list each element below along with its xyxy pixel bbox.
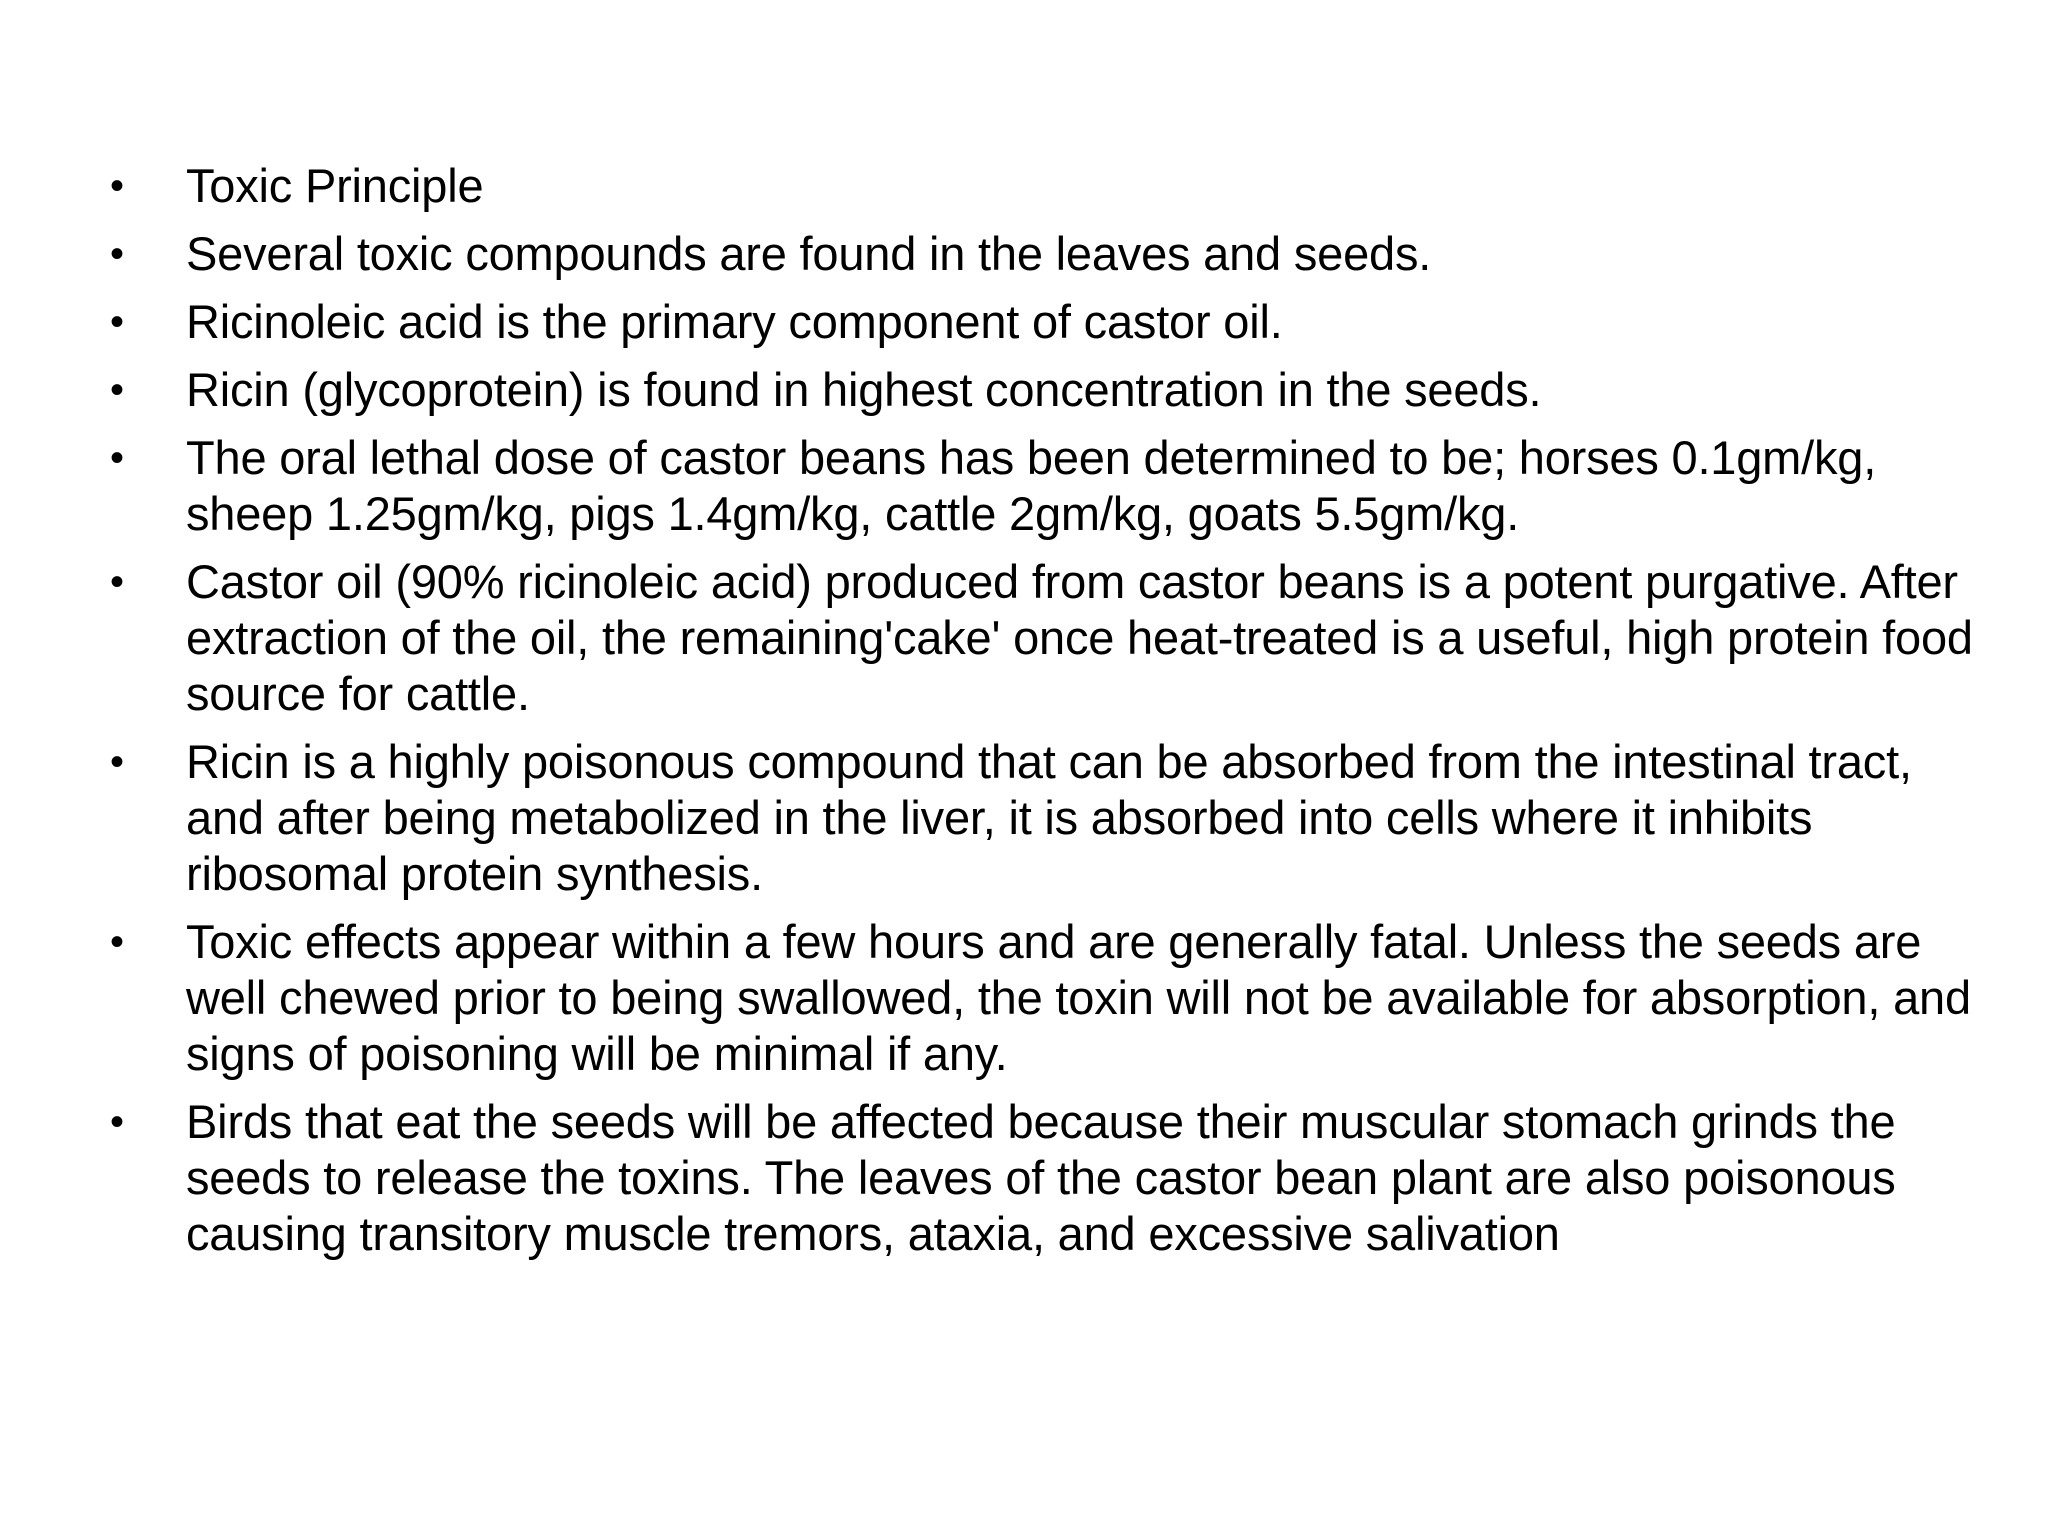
- bullet-item-ricin: [108, 362, 1988, 418]
- bullet-text: Ricin (glycoprotein) is found in highest concentration in the seeds.: [186, 363, 1542, 416]
- bullet-point-icon: •: [110, 368, 124, 412]
- bullet-item-ricin-absorption: [108, 734, 1988, 902]
- bullet-point-icon: •: [110, 436, 124, 480]
- bullet-point-icon: •: [110, 740, 124, 784]
- bullet-text: The oral lethal dose of castor beans has been determined to be; horses 0.1gm/kg, sheep 1.25gm/kg, pigs 1.4gm/kg, cattle 2gm/kg, goats 5.5gm/kg.: [186, 431, 1877, 540]
- bullet-point-icon: •: [110, 920, 124, 964]
- bullet-point-icon: •: [110, 560, 124, 604]
- bullet-list: [108, 158, 1988, 1274]
- bullet-item-lethal-dose: [108, 430, 1988, 542]
- bullet-point-icon: •: [110, 1100, 124, 1144]
- bullet-text: Ricinoleic acid is the primary component of castor oil.: [186, 295, 1283, 348]
- bullet-point-icon: •: [110, 232, 124, 276]
- bullet-text: Toxic Principle: [186, 159, 484, 212]
- bullet-point-icon: •: [110, 300, 124, 344]
- bullet-text: Ricin is a highly poisonous compound that can be absorbed from the intestinal tract, and after being metabolized in the liver, it is absorbed into cells where it inhibits ribosomal protein synthesis.: [186, 735, 1912, 900]
- bullet-item-castor-oil: [108, 554, 1988, 722]
- bullet-item-toxic-compounds: [108, 226, 1988, 282]
- bullet-text: Several toxic compounds are found in the leaves and seeds.: [186, 227, 1432, 280]
- bullet-text: Toxic effects appear within a few hours and are generally fatal. Unless the seeds are well chewed prior to being swallowed, the toxin will not be available for absorption, and signs of poisoning will be minimal if any.: [186, 915, 1971, 1080]
- bullet-text: Castor oil (90% ricinoleic acid) produced from castor beans is a potent purgative. After extraction of the oil, the remaining'cake' once heat-treated is a useful, high protein food source for cattle.: [186, 555, 1973, 720]
- bullet-item-birds: [108, 1094, 1988, 1262]
- bullet-point-icon: •: [110, 164, 124, 208]
- bullet-item-toxic-principle: [108, 158, 1988, 214]
- bullet-item-ricinoleic-acid: [108, 294, 1988, 350]
- bullet-item-toxic-effects: [108, 914, 1988, 1082]
- bullet-text: Birds that eat the seeds will be affected because their muscular stomach grinds the seeds to release the toxins. The leaves of the castor bean plant are also poisonous causing transitory muscle tremors, ataxia, and excessive salivation: [186, 1095, 1896, 1260]
